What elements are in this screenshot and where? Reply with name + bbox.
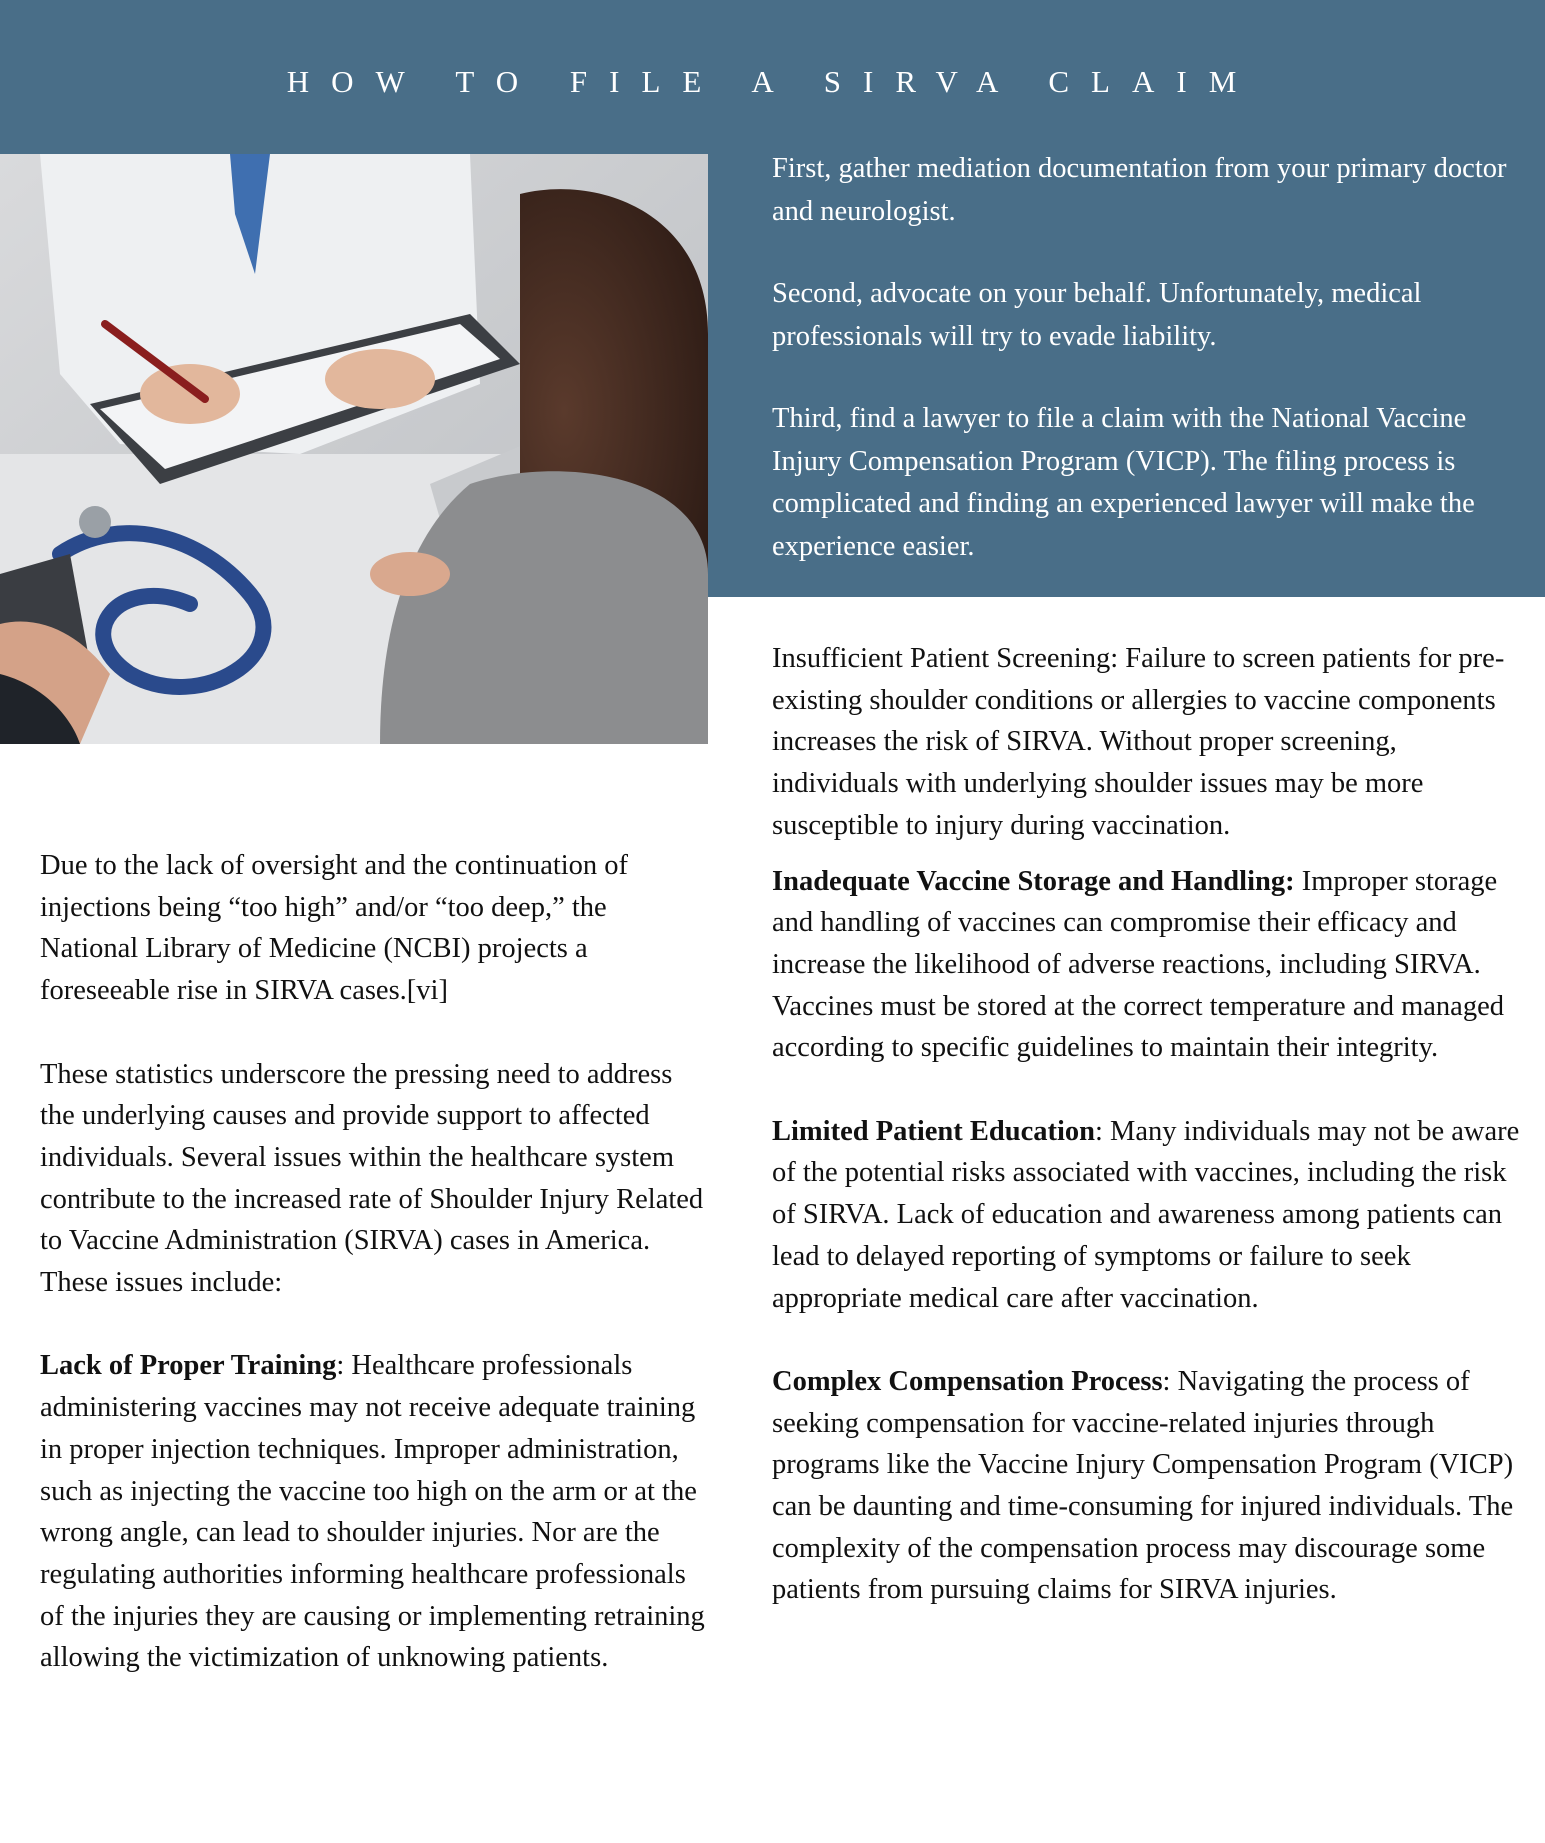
steps-list xyxy=(772,148,1517,608)
left-column xyxy=(40,845,710,1679)
training-paragraph xyxy=(40,1345,710,1679)
training-text: : Healthcare professionals administering vaccines may not receive adequate training in proper injection techniques. Improper administration, such as injecting the vaccine too high on the arm or at the wrong angle, can lead to shoulder injuries. Nor are the regulating authorities informing healthcare professionals of the injuries they are causing or implementing retraining allowing the victimization of unknowing patients. xyxy=(40,1350,705,1674)
training-heading: Lack of Proper Training xyxy=(40,1350,337,1382)
compensation-heading: Complex Compensation Process xyxy=(772,1365,1163,1397)
compensation-paragraph xyxy=(772,1361,1522,1611)
step-first: First, gather mediation documentation from your primary doctor and neurologist. xyxy=(772,153,1507,227)
step-third: Third, find a lawyer to file a claim with the National Vaccine Injury Compensation Program (VICP). The filing process is complicated and finding an experienced lawyer will make the experience easier. xyxy=(772,403,1475,562)
education-paragraph xyxy=(772,1111,1522,1320)
education-text: : Many individuals may not be aware of the potential risks associated with vaccines, including the risk of SIRVA. Lack of education and awareness among patients can lead to delayed reporting of symptoms or failure to seek appropriate medical care after vaccination. xyxy=(772,1115,1520,1314)
doctor-patient-photo xyxy=(0,154,708,744)
storage-paragraph xyxy=(772,861,1522,1070)
page-title: HOW TO FILE A SIRVA CLAIM xyxy=(286,64,1259,99)
education-heading: Limited Patient Education xyxy=(772,1115,1096,1147)
compensation-text: : Navigating the process of seeking compensation for vaccine-related injuries through programs like the Vaccine Injury Compensation Program (VICP) can be daunting and time-consuming for injured individuals. The complexity of the compensation process may discourage some patients from pursuing claims for SIRVA injuries. xyxy=(772,1365,1514,1606)
statistics-paragraph: These statistics underscore the pressing need to address the underlying causes and provide support to affected individuals. Several issues within the healthcare system contribute to the increased rate of Shoulder Injury Related to Vaccine Administration (SIRVA) cases in America. These issues include: xyxy=(40,1058,704,1299)
right-column xyxy=(772,638,1522,1611)
screening-paragraph: Insufficient Patient Screening: Failure to screen patients for pre-existing shoulder conditions or allergies to vaccine components increases the risk of SIRVA. Without proper screening, individuals with underlying shoulder issues may be more susceptible to injury during vaccination. xyxy=(772,643,1505,841)
intro-paragraph: Due to the lack of oversight and the continuation of injections being “too high” and/or “too deep,” the National Library of Medicine (NCBI) projects a foreseeable rise in SIRVA cases.[vi] xyxy=(40,850,629,1007)
step-second: Second, advocate on your behalf. Unfortunately, medical professionals will try to evade liability. xyxy=(772,278,1422,352)
storage-heading: Inadequate Vaccine Storage and Handling: xyxy=(772,865,1295,897)
storage-text: Improper storage and handling of vaccines can compromise their efficacy and increase the likelihood of adverse reactions, including SIRVA. Vaccines must be stored at the correct temperature and managed according to specific guidelines to maintain their integrity. xyxy=(772,865,1504,1064)
